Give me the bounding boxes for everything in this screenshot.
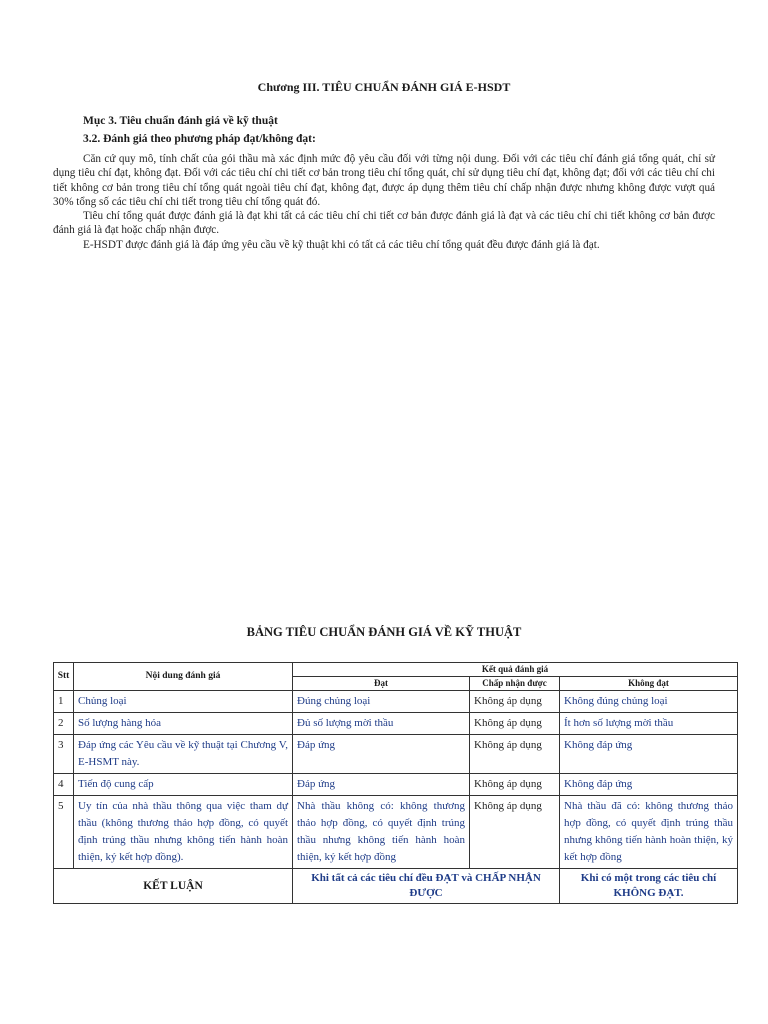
table-row — [54, 713, 738, 735]
row-stt: 2 — [54, 713, 74, 735]
header-fail: Không đạt — [560, 677, 738, 691]
row-content: Tiến độ cung cấp — [74, 774, 293, 796]
row-fail: Ít hơn số lượng mời thầu — [560, 713, 738, 735]
conclusion-pass: Khi tất cả các tiêu chí đều ĐẠT và CHẤP NHẬN ĐƯỢC — [293, 869, 560, 904]
conclusion-row — [54, 869, 738, 904]
table-row — [54, 796, 738, 869]
chapter-title: Chương III. TIÊU CHUẨN ĐÁNH GIÁ E-HSDT — [257, 80, 511, 94]
row-stt: 1 — [54, 691, 74, 713]
row-content: Đáp ứng các Yêu cầu về kỹ thuật tại Chương V, E-HSMT này. — [74, 735, 293, 774]
paragraph-general-criteria: Tiêu chí tổng quát được đánh giá là đạt khi tất cả các tiêu chí chi tiết cơ bản được đánh giá là đạt và các tiêu chí chi tiết không cơ bản được đánh giá là đạt hoặc chấp nhận được. — [53, 210, 715, 237]
row-acceptable: Không áp dụng — [470, 774, 560, 796]
conclusion-label: KẾT LUẬN — [54, 869, 293, 904]
header-stt: Stt — [54, 663, 74, 691]
header-pass: Đạt — [293, 677, 470, 691]
header-content: Nội dung đánh giá — [74, 663, 293, 691]
conclusion-fail: Khi có một trong các tiêu chí KHÔNG ĐẠT. — [560, 869, 738, 904]
row-acceptable: Không áp dụng — [470, 796, 560, 869]
row-fail: Không đáp ứng — [560, 735, 738, 774]
table-row — [54, 774, 738, 796]
row-acceptable: Không áp dụng — [470, 735, 560, 774]
row-pass: Đáp ứng — [293, 774, 470, 796]
row-content: Chủng loại — [74, 691, 293, 713]
row-content: Số lượng hàng hóa — [74, 713, 293, 735]
row-fail: Không đáp ứng — [560, 774, 738, 796]
paragraph-ehsdt-result: E-HSDT được đánh giá là đáp ứng yêu cầu về kỹ thuật khi có tất cả các tiêu chí tổng quát đều được đánh giá là đạt. — [83, 238, 600, 251]
row-stt: 4 — [54, 774, 74, 796]
row-pass: Nhà thầu không có: không thương thảo hợp đồng, có quyết định trúng thầu nhưng không tiến hành hoàn thiện, ký kết hợp đồng — [293, 796, 470, 869]
row-content: Uy tín của nhà thầu thông qua việc tham dự thầu (không thương thảo hợp đồng, có quyết định trúng thầu nhưng không tiến hành hoàn thiện, ký kết hợp đồng). — [74, 796, 293, 869]
row-fail: Không đúng chủng loại — [560, 691, 738, 713]
table-title: BẢNG TIÊU CHUẨN ĐÁNH GIÁ VỀ KỸ THUẬT — [246, 625, 522, 639]
table-row — [54, 691, 738, 713]
row-stt: 5 — [54, 796, 74, 869]
row-pass: Đủ số lượng mời thầu — [293, 713, 470, 735]
body-text — [53, 152, 715, 252]
evaluation-table — [53, 662, 738, 904]
header-result: Kết quả đánh giá — [293, 663, 738, 677]
subsection-heading: 3.2. Đánh giá theo phương pháp đạt/không đạt: — [83, 133, 316, 145]
row-pass: Đúng chủng loại — [293, 691, 470, 713]
table-row — [54, 735, 738, 774]
row-fail: Nhà thầu đã có: không thương thảo hợp đồng, có quyết định trúng thầu nhưng không tiến hành hoàn thiện, ký kết hợp đồng — [560, 796, 738, 869]
row-pass: Đáp ứng — [293, 735, 470, 774]
paragraph-scope: Căn cứ quy mô, tính chất của gói thầu mà xác định mức độ yêu cầu đối với từng nội dung. Đối với các tiêu chí đánh giá tổng quát, chỉ sử dụng tiêu chí đạt, không đạt. Đối với các tiêu chí chi tiết cơ bản trong tiêu chí tổng quát, chỉ sử dụng tiêu chí đạt, không đạt; đối với các tiêu chí chi tiết không cơ bản trong tiêu chí tổng quát ngoài tiêu chí đạt, không đạt, được áp dụng thêm tiêu chí chấp nhận được nhưng không được vượt quá 30% tổng số các tiêu chí chi tiết trong tiêu chí tổng quát đó. — [53, 153, 715, 208]
row-acceptable: Không áp dụng — [470, 713, 560, 735]
row-stt: 3 — [54, 735, 74, 774]
section-heading: Mục 3. Tiêu chuẩn đánh giá về kỹ thuật — [83, 115, 278, 127]
row-acceptable: Không áp dụng — [470, 691, 560, 713]
header-acceptable: Chấp nhận được — [470, 677, 560, 691]
